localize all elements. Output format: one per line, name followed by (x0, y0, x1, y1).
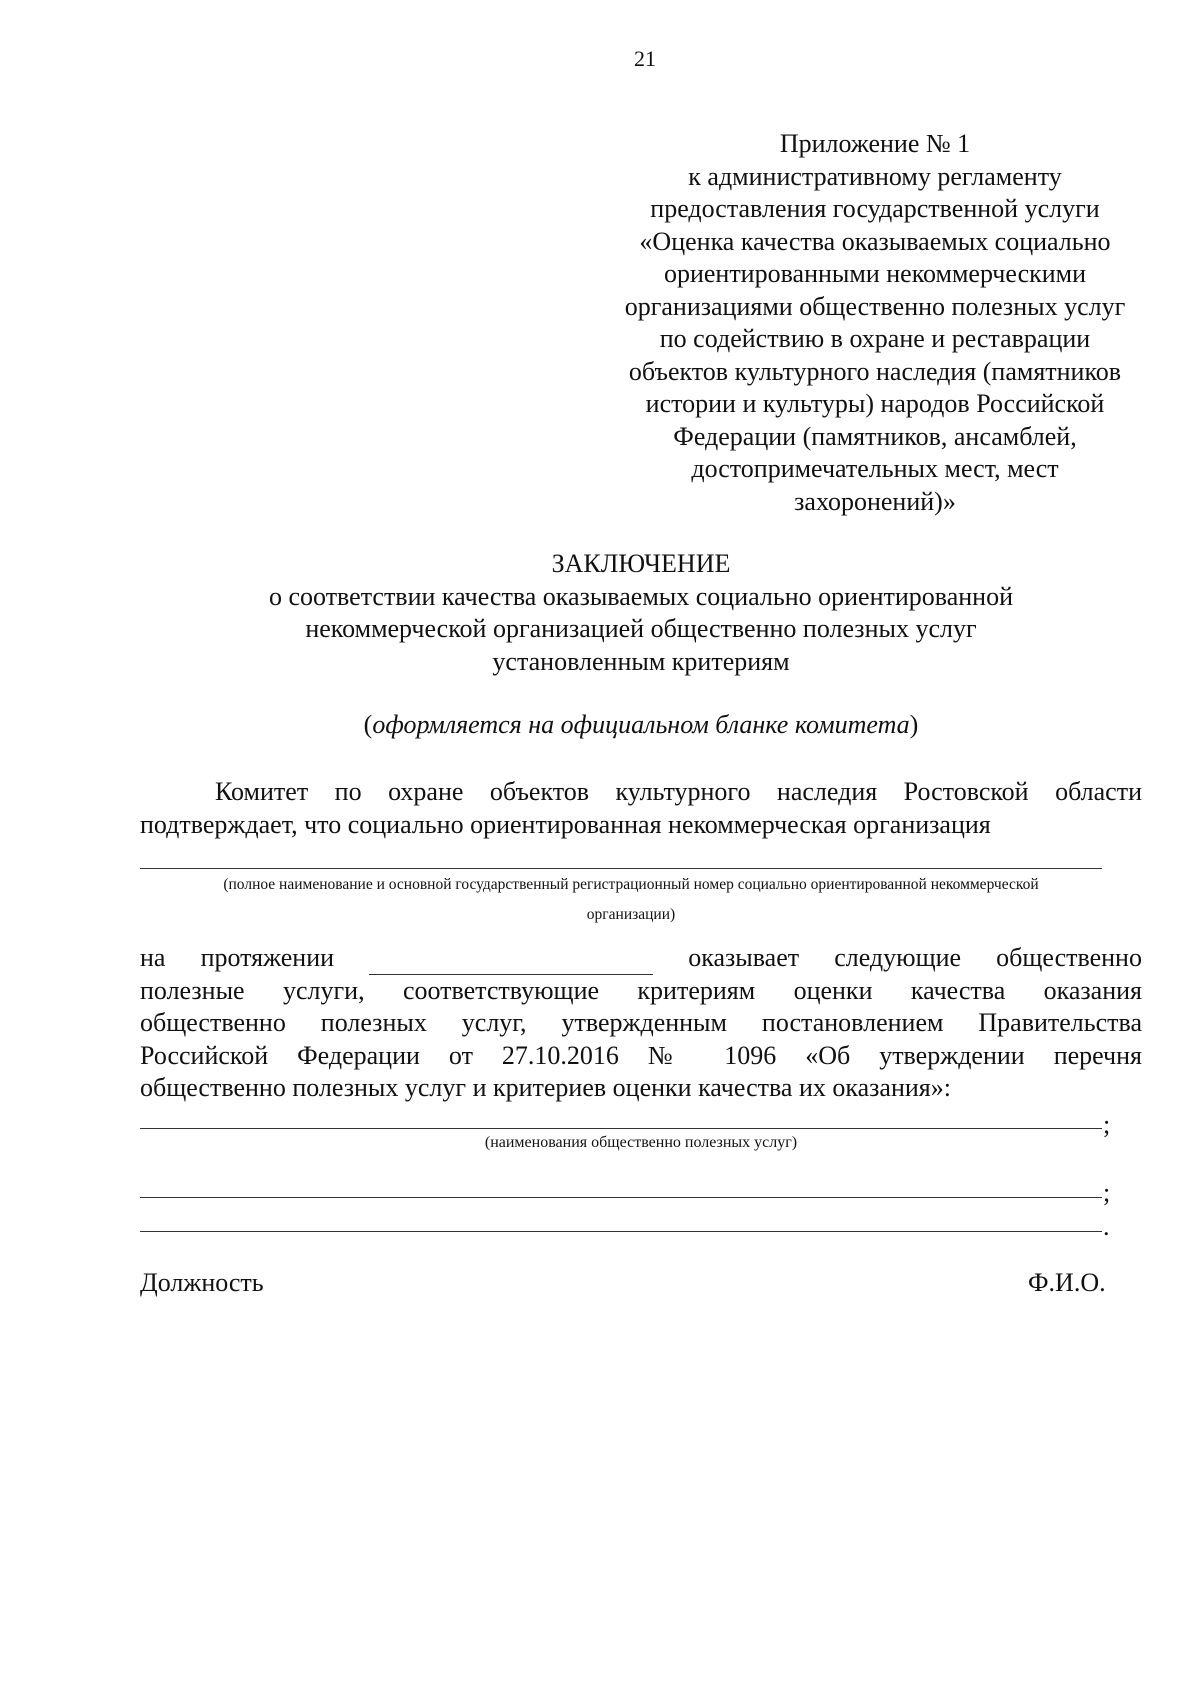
appendix-line: организациями общественно полезных услуг (624, 291, 1126, 321)
conclusion-subtitle-line: о соответствии качества оказываемых социально ориентированной (269, 581, 1013, 611)
services-paragraph (140, 942, 1142, 1105)
intro-line: Комитет по охране объектов культурного наследия Ростовской области (215, 777, 1142, 806)
services-word: следующие (834, 943, 962, 972)
service-field-semicolon: ; (1103, 1178, 1111, 1207)
appendix-line: предоставления государственной услуги (650, 194, 1100, 223)
signature-name: Ф.И.О. (1028, 1268, 1106, 1297)
appendix-line: истории и культуры) народов Российской (645, 389, 1105, 418)
services-word: на (140, 943, 166, 972)
organization-field-caption: (полное наименование и основной государственный регистрационный номер социально ориентированной некоммерческой (223, 876, 1039, 893)
official-blank-note (140, 710, 1142, 740)
services-word: общественно (996, 943, 1142, 972)
appendix-line: Федерации (памятников, ансамблей, (673, 421, 1077, 451)
services-first-line (140, 942, 1142, 975)
organization-name-field[interactable] (140, 868, 1102, 869)
appendix-line: «Оценка качества оказываемых социально (639, 226, 1111, 256)
service-name-field[interactable] (140, 1128, 1102, 1129)
services-line: общественно полезных услуг, утвержденным постановлением Правительства (140, 1008, 1142, 1037)
appendix-line: достопримечательных мест, мест (691, 454, 1059, 483)
appendix-line: к административному регламенту (688, 161, 1062, 191)
service-period-field[interactable] (369, 952, 653, 975)
appendix-header (600, 128, 1150, 518)
intro-line: подтверждает, что социально ориентированная некоммерческая организация (140, 809, 991, 839)
conclusion-subtitle-line: установленным критериям (492, 646, 790, 676)
conclusion-heading (140, 548, 1142, 678)
service-field-caption: (наименования общественно полезных услуг) (484, 1134, 798, 1151)
page-number: 21 (634, 46, 656, 71)
services-line: общественно полезных услуг и критериев оценки качества их оказания»: (140, 1073, 951, 1102)
service-name-field[interactable] (140, 1197, 1102, 1198)
services-word: оказывает (688, 943, 800, 972)
appendix-line: ориентированными некоммерческими (663, 259, 1087, 288)
organization-field-caption-cont: организации) (586, 906, 676, 923)
conclusion-title: ЗАКЛЮЧЕНИЕ (551, 549, 731, 578)
note-close-paren: ) (909, 710, 919, 739)
appendix-line: по содействию в охране и реставрации (659, 324, 1091, 353)
note-open-paren: ( (363, 710, 373, 739)
intro-paragraph (140, 776, 1142, 841)
appendix-line: захоронений)» (794, 486, 956, 516)
conclusion-subtitle-line: некоммерческой организацией общественно полезных услуг (305, 614, 977, 643)
signature-position: Должность (140, 1268, 264, 1297)
services-line: Российской Федерации от 27.10.2016 № 1096 «Об утверждении перечня (140, 1040, 1142, 1070)
service-name-field[interactable] (140, 1231, 1102, 1232)
appendix-line: объектов культурного наследия (памятников (628, 356, 1122, 386)
service-field-semicolon: ; (1103, 1110, 1111, 1139)
services-word: протяжении (200, 943, 335, 972)
note-italic-text: оформляется на официальном бланке комитета (372, 710, 910, 739)
service-field-period: . (1103, 1212, 1110, 1241)
services-line: полезные услуги, соответствующие критериям оценки качества оказания (140, 975, 1142, 1005)
appendix-line: Приложение № 1 (779, 129, 971, 158)
